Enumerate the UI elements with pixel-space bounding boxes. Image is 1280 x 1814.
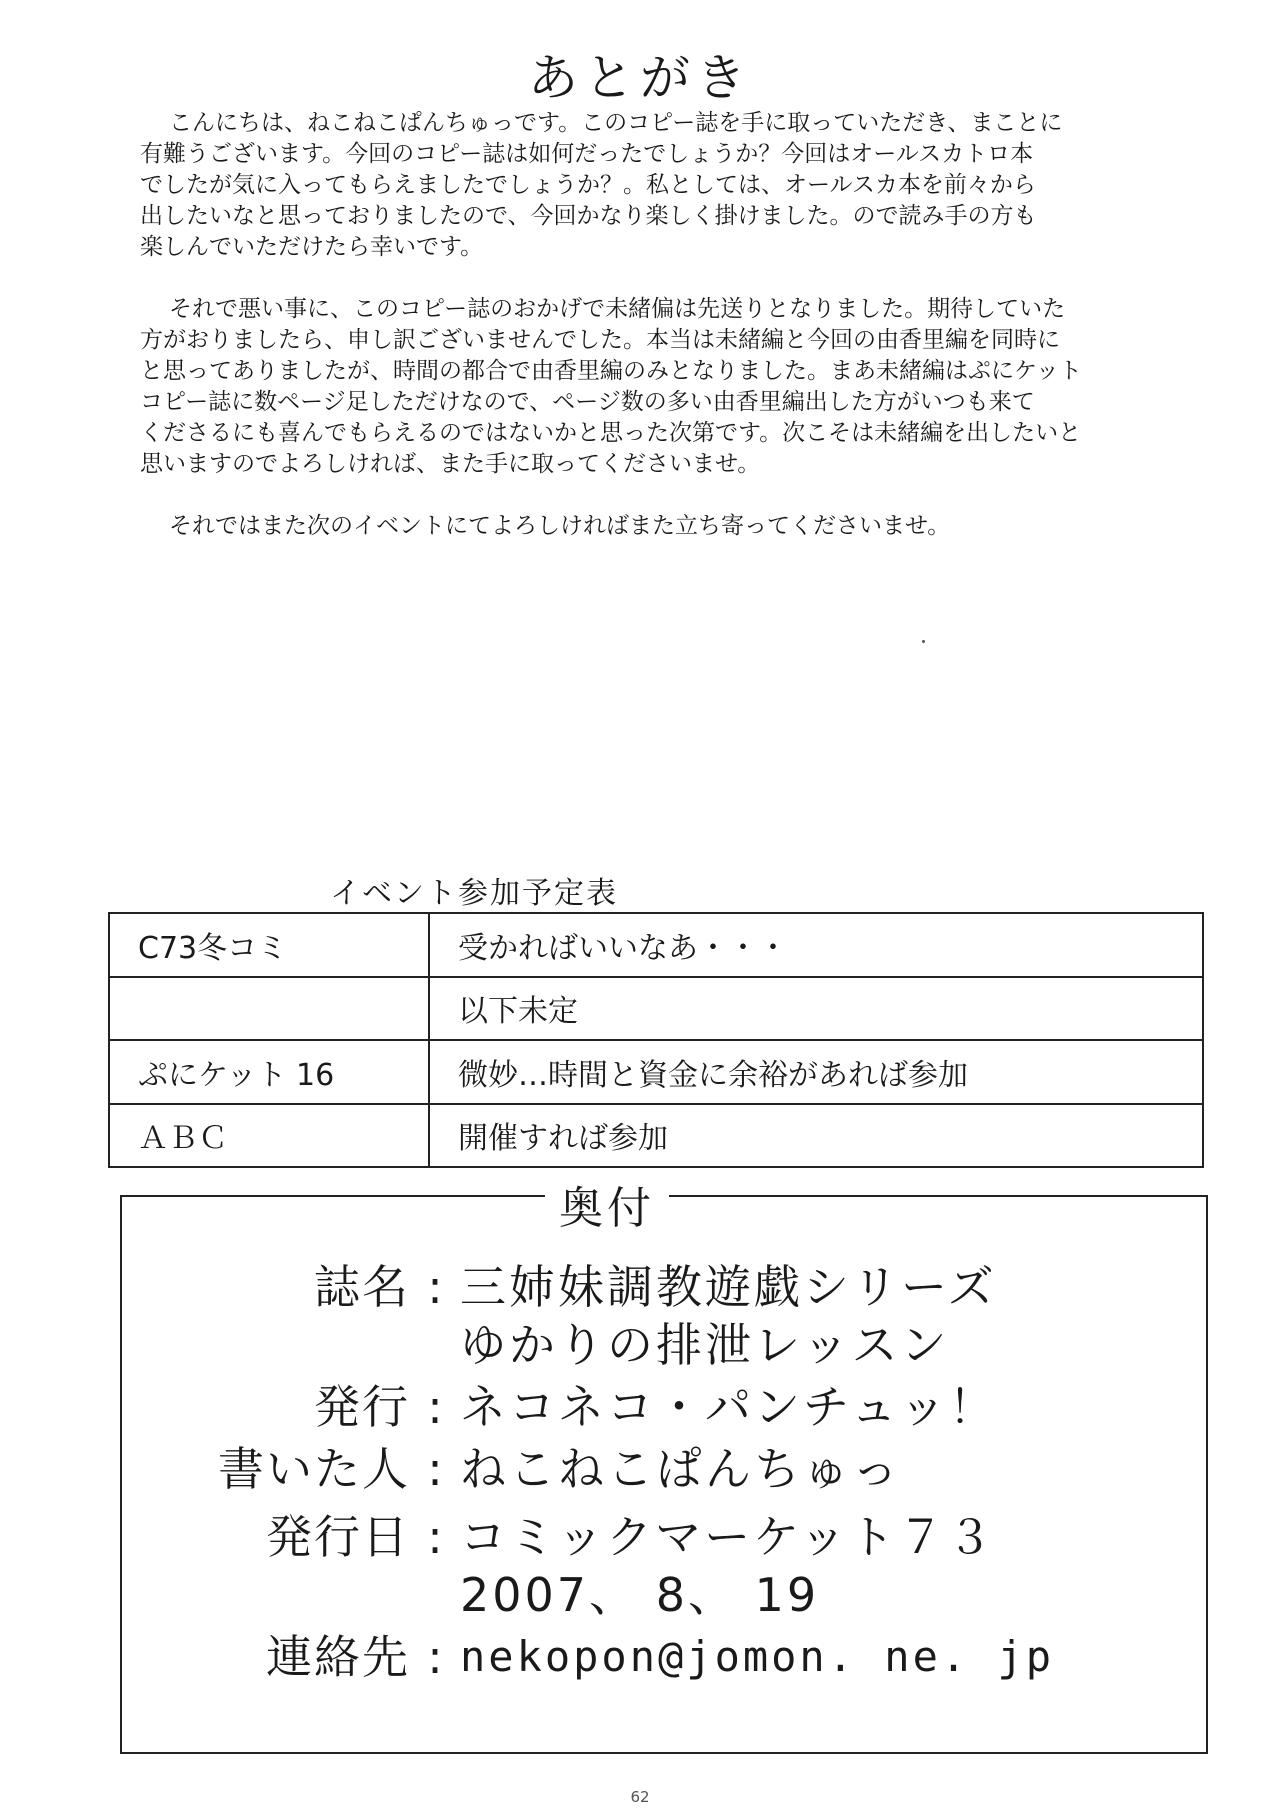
colophon-label: 誌名 — [314, 1260, 410, 1314]
afterword-paragraph: こんにちは、ねこねこぱんちゅっです。このコピー誌を手に取っていただき、まことに 有難うございます。今回のコピー誌は如何だったでしょうか？今回はオールスカトロ本 でしたが気に入ってもらえましたでしょうか？。私としては、オールスカ本を前々から 出したいなと思っておりましたので、今回かなり楽しく掛けました。ので読み手の方も 楽しんでいただけたら幸いです。 — [140, 110, 1063, 260]
publish-date-line: 2007、 8、 19 — [460, 1568, 820, 1622]
colophon-label: 連絡先 — [266, 1630, 410, 1684]
colophon-value — [460, 1258, 1204, 1374]
table-row — [109, 1040, 1203, 1104]
afterword-paragraph: それで悪い事に、このコピー誌のおかげで未緒偏は先送りとなりました。期待していた 方がおりましたら、申し訳ございませんでした。本当は未緒編と今回の由香里編を同時に と思ってありましたが、時間の都合で由香里編のみとなりました。まあ未緒編はぷにケット コピー誌に数ページ足しただけなので、ページ数の多い由香里編出した方がいつも来て くださるにも喜んでもらえるのではないかと思った次第です。次こそは未緒編を出したいと 思いますのでよろしければ、また手に取ってくださいませ。 — [140, 296, 1082, 477]
schedule-heading: イベント参加予定表 — [330, 876, 618, 911]
colophon-row-publisher — [120, 1378, 1204, 1436]
contact-email[interactable]: nekopon@jomon. ne. jp — [460, 1632, 1055, 1681]
colophon-separator: : — [427, 1630, 443, 1684]
event-name-cell: ＡＢＣ — [109, 1104, 429, 1168]
colophon-value — [460, 1508, 1204, 1624]
colophon-row-contact — [120, 1628, 1204, 1686]
colophon-label: 発行 — [314, 1380, 410, 1434]
colophon-label: 書いた人 — [218, 1442, 410, 1496]
page-title: あとがき — [528, 49, 752, 107]
afterword-body — [140, 108, 1180, 573]
afterword-paragraph: それではまた次のイベントにてよろしければまた立ち寄ってくださいませ。 — [169, 513, 951, 539]
event-name-cell: ぷにケット 16 — [109, 1040, 429, 1104]
colophon-separator: : — [427, 1380, 443, 1434]
book-subtitle-line: ゆかりの排泄レッスン — [460, 1318, 950, 1372]
colophon-row-date — [120, 1508, 1204, 1624]
book-title-line: 三姉妹調教遊戯シリーズ — [460, 1260, 997, 1314]
event-note-cell: 受かればいいなあ・・・ — [429, 913, 1203, 977]
event-note-cell: 以下未定 — [429, 977, 1203, 1041]
author-value: ねこねこぱんちゅっ — [460, 1442, 901, 1496]
table-row — [109, 977, 1203, 1041]
colophon-label: 発行日 — [266, 1510, 410, 1564]
event-name-cell — [109, 977, 429, 1041]
publish-event-line: コミックマーケット７３ — [460, 1510, 996, 1564]
colophon-title: 奥付 — [545, 1172, 669, 1236]
colophon-details — [120, 1258, 1204, 1690]
publisher-value: ネコネコ・パンチュッ！ — [460, 1380, 998, 1434]
event-note-cell: 開催すれば参加 — [429, 1104, 1203, 1168]
page-number: 62 — [630, 1788, 650, 1806]
colophon-separator: : — [427, 1260, 443, 1314]
table-row — [109, 1104, 1203, 1168]
colophon-separator: : — [427, 1510, 443, 1564]
table-row — [109, 913, 1203, 977]
colophon-row-author — [120, 1440, 1204, 1498]
colophon-row-title — [120, 1258, 1204, 1374]
event-name-cell: C73冬コミ — [109, 913, 429, 977]
event-schedule-table — [108, 912, 1204, 1168]
event-note-cell: 微妙…時間と資金に余裕があれば参加 — [429, 1040, 1203, 1104]
ink-speck — [922, 640, 925, 643]
colophon-separator: : — [427, 1442, 443, 1496]
